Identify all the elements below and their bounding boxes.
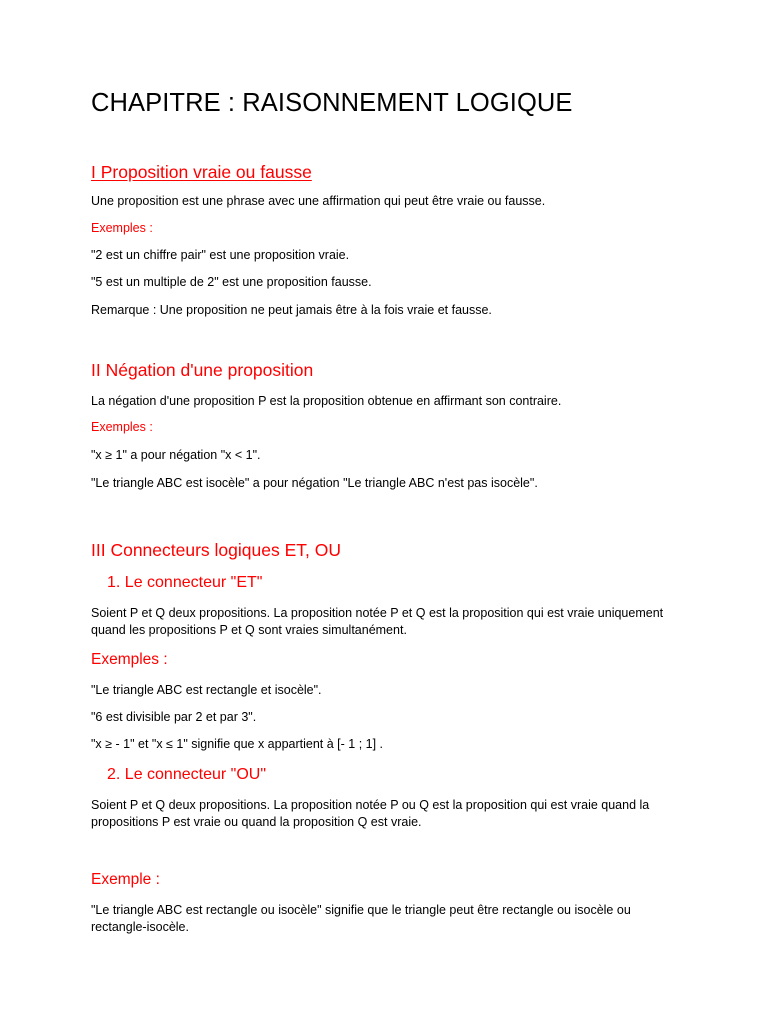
subsection-et-example: "Le triangle ABC est rectangle et isocèle". (91, 683, 322, 697)
section-1-examples-label: Exemples : (91, 221, 153, 235)
subsection-et-example: "6 est divisible par 2 et par 3". (91, 710, 257, 724)
subsection-et-heading: 1. Le connecteur "ET" (107, 574, 263, 591)
section-2-definition: La négation d'une proposition P est la proposition obtenue en affirmant son contraire. (91, 394, 562, 408)
section-2-example: "Le triangle ABC est isocèle" a pour négation "Le triangle ABC n'est pas isocèle". (91, 476, 538, 490)
subsection-et-examples-label: Exemples : (91, 651, 168, 668)
section-3-heading: III Connecteurs logiques ET, OU (91, 540, 341, 560)
section-2-example: "x ≥ 1" a pour négation "x < 1". (91, 448, 261, 462)
page-title: CHAPITRE : RAISONNEMENT LOGIQUE (91, 89, 573, 117)
subsection-ou-heading: 2. Le connecteur "OU" (107, 766, 266, 783)
section-1-heading: I Proposition vraie ou fausse (91, 162, 312, 182)
section-2-examples-label: Exemples : (91, 420, 153, 434)
section-1-example: "5 est un multiple de 2" est une proposition fausse. (91, 275, 372, 289)
section-2-heading: II Négation d'une proposition (91, 360, 314, 380)
subsection-ou-example: "Le triangle ABC est rectangle ou isocèle" signifie que le triangle peut être rectangle ou isocèle ou rectangle-isocèle. (91, 903, 631, 934)
section-1-example: "2 est un chiffre pair" est une proposition vraie. (91, 248, 350, 262)
subsection-ou-example-label: Exemple : (91, 871, 160, 888)
section-1-remark: Remarque : Une proposition ne peut jamais être à la fois vraie et fausse. (91, 303, 492, 317)
subsection-et-example: "x ≥ - 1" et "x ≤ 1" signifie que x appartient à [- 1 ; 1] . (91, 737, 384, 751)
subsection-et-definition: Soient P et Q deux propositions. La proposition notée P et Q est la proposition qui est vraie uniquement quand les propositions P et Q sont vraies simultanément. (91, 606, 664, 637)
subsection-ou-definition: Soient P et Q deux propositions. La proposition notée P ou Q est la proposition qui est vraie quand la propositions P est vraie ou quand la proposition Q est vraie. (91, 798, 650, 829)
section-1-definition: Une proposition est une phrase avec une affirmation qui peut être vraie ou fausse. (91, 194, 546, 208)
